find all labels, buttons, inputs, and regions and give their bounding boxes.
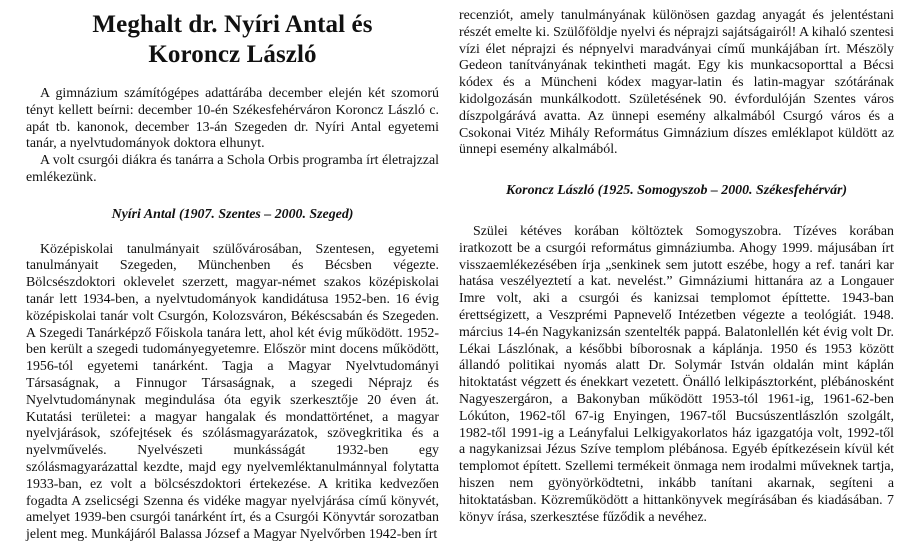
koroncz-paragraph: Szülei kétéves korában költöztek Somogyszobra. Tízéves korában iratkozott be a csurgói református gimnáziumba. Ahogy 1999. májusában írt visszaemlékezésében írja „senkinek sem jutott eszébe, hogy a ref. tanári kar hatása veszélyeztetí a kat. nevelést.” Gimnáziumi hittanára az a Longauer Imre volt, aki a csurgói és kanizsai templomot építtette. 1943-ban érettségizett, a Veszprémi Papnevelő Intézetben végezte a teológiát. 1948. március 14-én Nagykanizsán szentelték pappá. Balatonlellén két évig volt Dr. Lékai Lászlónak, a későbbi bíborosnak a káplánja. 1950 és 1953 között állandó politikai nyomás alatt Dr. Solymár István oldalán mint káplán hitoktatást végzett és énekkart vezetett. Önálló lelkipásztorként, plébánosként Nagyeszergáron, a Bakonyban működött 1953-tól 1961-ig, 1961-62-ben Lókúton, 1962-től 67-ig Enyingen, 1967-től Bucsúszentlászlón szolgált, 1982-től 1991-ig a Leányfalui Lelkigyakorlatos ház igazgatója volt, 1992-től a nagykanizsai Jézus Szíve templom plébánosa. Egyéb építkezésein kívül két templomot épített. Szellemi termékeit önmaga nem irodalmi műveknek tartja, hiszen nem gyönyörködtetni, inkább tanítani akarnak, segíteni a hitoktatásban. Közreműködött a hittankönyvek megírásában és kiadásában. 7 könyv írása, szerkesztése fűződik a nevéhez. [459, 223, 894, 525]
intro-paragraph-1: A gimnázium számítógépes adattárába december elején két szomorú tényt kellett beírni: december 10-én Székesfehérváron Koroncz László c. apát tb. kanonok, december 13-án Szegeden dr. Nyíri Antal egyetemi tanár, a nyelvtudományok doktora elhunyt. [26, 86, 439, 152]
nyiri-paragraph: Középiskolai tanulmányait szülővárosában, Szentesen, egyetemi tanulmányait Szegeden, Münchenben és Bécsben végezte. Bölcsészdoktori oklevelet szerzett, magyar-német szakos középiskolai tanár lett 1934-ben, a nyelvtudományok kandidátusa 1952-ben. 16 évig középiskolai tanár volt Csurgón, Kolozsváron, Békéscsabán és Szegeden. A Szegedi Tanárképző Főiskola tanára lett, ahol két évig működött. 1952-ben került a szegedi tudományegyetemre. Először mint docens működött, 1956-tól egyetemi tanárként. Tagja a Magyar Nyelvtudományi Társaságnak, a Finnugor Társaságnak, a szegedi Néprajz és Nyelvtudománynak megindulása óta egyik szerkesztője 20 éven át. Kutatási területei: a magyar hangalak és mondattörténet, a magyar nyelvjárások, szófejtések és szólásmagyarázatok, szövegkritika és a nyelvművelés. Nyelvészeti munkásságát 1932-ben egy szólásmagyarázattal kezdte, majd egy nyelvemléktanulmánnyal folytatta 1933-ban, ez volt a bölcsészdoktori értekezése. A kritika kedvezően fogadta A zselicségi Szenna és vidéke magyar nyelvjárása című könyvét, amelyet 1939-ben csurgói tanárként írt, és a Csurgói Könyvtár sorozatban jelent meg. Munkájáról Balassa József a Magyar Nyelvőrben 1942-ben írt [26, 241, 439, 543]
article-title [26, 10, 439, 70]
nyiri-paragraph-continued: recenziót, amely tanulmányának különösen gazdag anyagát és jelentéstani részét emelte ki. Szülőföldje nyelvi és néprajzi sajátságairól! A kihaló szentesi vízi élet néprajzi és népnyelvi maradványai című munkájában írt. Mészöly Gedeon tanítványának tekintheti magát. Egy kis munkacsoporttal a Bécsi kódex és a Müncheni kódex magyar-latin és latin-magyar szótárának kidolgozásán munkálkodott. Születésének 90. évfordulóján Szentes város díszpolgárává avatta. Az ünnepi esemény alkalmából Csurgó város és a Csokonai Vitéz Mihály Református Gimnázium díszes emléklapot küldött az ünnepi esemény alkalmából. [459, 8, 894, 158]
intro-paragraph-2: A volt csurgói diákra és tanárra a Schola Orbis programba írt életrajzzal emlékezünk. [26, 153, 439, 185]
left-column [0, 0, 449, 544]
koroncz-heading: Koroncz László (1925. Somogyszob – 2000. Székesfehérvár) [505, 183, 848, 199]
nyiri-heading: Nyíri Antal (1907. Szentes – 2000. Szeged) [111, 206, 354, 222]
article-title-line1: Meghalt dr. Nyíri Antal és [92, 11, 373, 38]
article-title-line2: Koroncz László [148, 41, 317, 68]
right-column [455, 0, 902, 526]
